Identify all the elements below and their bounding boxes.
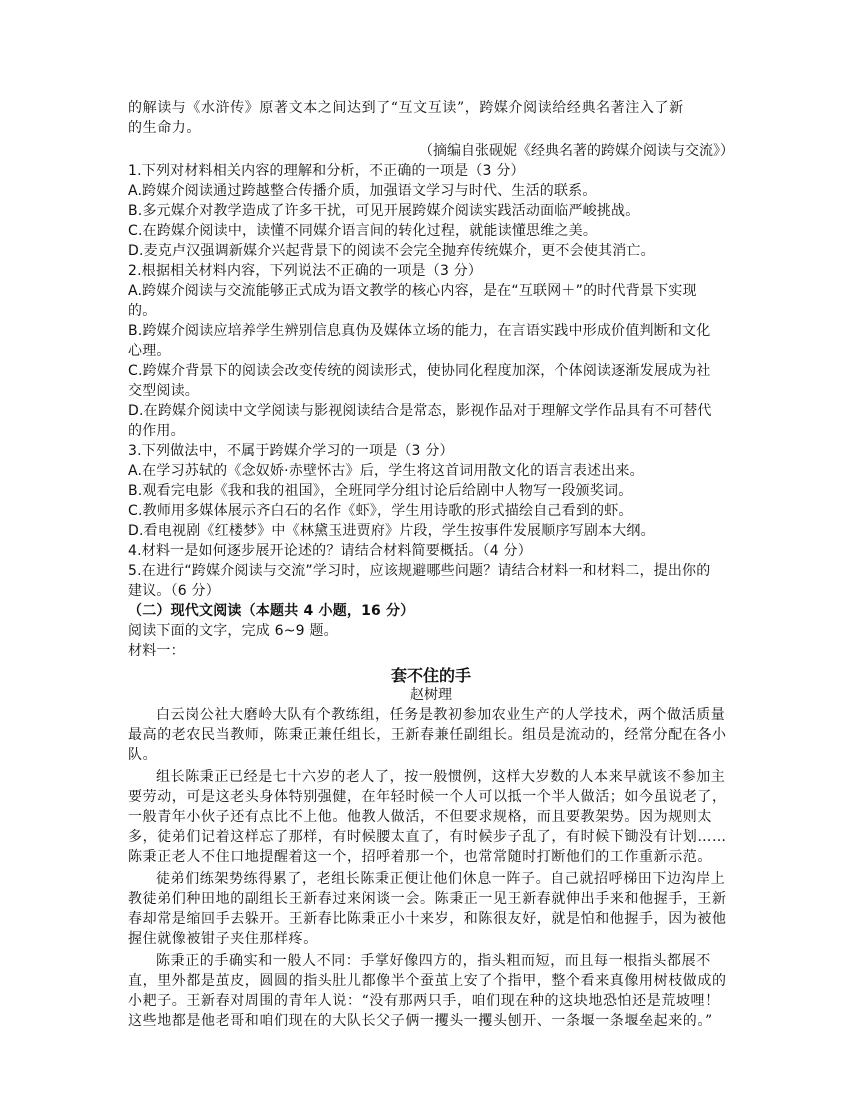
question-1-option-b: B.多元媒介对教学造成了许多干扰，可见开展跨媒介阅读实践活动面临严峻挑战。 [128, 203, 640, 219]
question-3-option-d: D.看电视剧《红楼梦》中《林黛玉进贾府》片段，学生按事件发展顺序写剧本大纲。 [128, 523, 655, 539]
question-2-option-c: C.跨媒介背景下的阅读会改变传统的阅读形式，使协同化程度加深，个体阅读逐渐发展成为社 [128, 363, 711, 379]
question-1-option-c: C.在跨媒介阅读中，读懂不同媒介语言间的转化过程，就能读懂思维之美。 [128, 223, 598, 239]
question-2-option-b: B.跨媒介阅读应培养学生辨别信息真伪及媒体立场的能力，在言语实践中形成价值判断和文化 [128, 323, 711, 339]
question-2-option-d-cont: 的作用。 [128, 423, 185, 439]
question-2-option-b-cont: 心理。 [128, 343, 171, 359]
section-instruction: 阅读下面的文字，完成 6~9 题。 [128, 623, 338, 639]
section-heading: （二）现代文阅读（本题共 4 小题，16 分） [128, 603, 415, 619]
paragraph-line: 要劳动，可是这老头身体特别强健，在年轻时候一个人可以抵一个半人做活；如今虽说老了， [128, 789, 727, 805]
paragraph-line: 徒弟们练架势练得累了，老组长陈秉正便让他们休息一阵子。自己就招呼梯田下边沟岸上 [156, 871, 726, 887]
paragraph-line: 春却常是缩回手去躲开。王新春比陈秉正小十来岁，和陈很友好，就是怕和他握手，因为被他 [128, 911, 727, 927]
paragraph-line: 一般青年小伙子还有点比不上他。他教人做活，不但要求规格，而且要教架势。因为规则太 [128, 809, 712, 825]
intro-line: 的生命力。 [128, 120, 201, 136]
question-4-stem: 4.材料一是如何逐步展开论述的？请结合材料简要概括。（4 分） [128, 543, 532, 559]
question-3-stem: 3.下列做法中，不属于跨媒介学习的一项是（3 分） [128, 443, 454, 459]
material-label: 材料一： [128, 643, 185, 659]
question-5-stem-cont: 建议。（6 分） [128, 583, 220, 599]
paragraph-line: 陈秉正老人不住口地提醒着这一个，招呼着那一个，也常常随时打断他们的工作重新示范。 [128, 849, 712, 865]
paragraph-line: 最高的老农民当教师，陈秉正兼任组长，王新春兼任副组长。组员是流动的，经常分配在各小 [128, 727, 727, 743]
question-3-option-a: A.在学习苏轼的《念奴娇·赤壁怀古》后，学生将这首词用散文化的语言表述出来。 [128, 463, 644, 479]
paragraph-line: 组长陈秉正已经是七十六岁的老人了，按一般惯例，这样大岁数的人本来早就该不参加主 [156, 769, 726, 785]
paragraph-line: 握住就像被钳子夹住那样疼。 [128, 931, 318, 947]
question-2-option-c-cont: 交型阅读。 [128, 383, 199, 399]
question-1-option-a: A.跨媒介阅读通过跨越整合传播介质，加强语文学习与时代、生活的联系。 [128, 183, 597, 199]
source-citation: （摘编自张砚妮《经典名著的跨媒介阅读与交流》） [419, 143, 734, 159]
paragraph-line: 这些地都是他老哥和咱们现在的大队长父子俩一攫头一攫头刨开、一条堰一条堰垒起来的。” [128, 1013, 713, 1029]
question-5-stem: 5.在进行“跨媒介阅读与交流”学习时，应该规避哪些问题？请结合材料一和材料二，提出你的 [128, 563, 711, 579]
paragraph-line: 教徒弟们种田地的副组长王新春过来闲谈一会。陈秉正一见王新春就伸出手来和他握手，王新 [128, 891, 727, 907]
question-2-stem: 2.根据相关材料内容，下列说法不正确的一项是（3 分） [128, 263, 483, 279]
question-2-option-a-cont: 的。 [128, 303, 157, 319]
story-title: 套不住的手 [390, 666, 471, 685]
question-3-option-b: B.观看完电影《我和我的祖国》，全班同学分组讨论后给剧中人物写一段颁奖词。 [128, 483, 633, 499]
paragraph-line: 小耙子。王新春对周围的青年人说：“没有那两只手，咱们现在种的这块地恐怕还是荒坡哩！ [128, 993, 720, 1009]
question-3-option-c: C.教师用多媒体展示齐白石的名作《虾》，学生用诗歌的形式描绘自己看到的虾。 [128, 503, 633, 519]
question-1-option-d: D.麦克卢汉强调新媒介兴起背景下的阅读不会完全抛弃传统媒介，更不会使其消亡。 [128, 243, 655, 259]
paragraph-line: 白云岗公社大磨岭大队有个教练组，任务是教初参加农业生产的人学技术，两个做活质量 [156, 707, 726, 723]
intro-line: 的解读与《水浒传》原著文本之间达到了“互文互读”，跨媒介阅读给经典名著注入了新 [128, 100, 684, 116]
question-2-option-a: A.跨媒介阅读与交流能够正式成为语文教学的核心内容，是在“互联网＋”的时代背景下实现 [128, 283, 697, 299]
question-2-option-d: D.在跨媒介阅读中文学阅读与影视阅读结合是常态，影视作品对于理解文学作品具有不可替代 [128, 403, 712, 419]
question-1-stem: 1.下列对材料相关内容的理解和分析，不正确的一项是（3 分） [128, 163, 525, 179]
paragraph-line: 多，徒弟们记着这样忘了那样，有时候腰太直了，有时候步子乱了，有时候下锄没有计划…… [128, 829, 727, 845]
paragraph-line: 队。 [128, 747, 158, 763]
paragraph-line: 直，里外都是茧皮，圆圆的指头肚儿都像半个蚕茧上安了个指甲，整个看来真像用树枝做成的 [128, 973, 727, 989]
story-author: 赵树理 [410, 687, 452, 703]
paragraph-line: 陈秉正的手确实和一般人不同：手掌好像四方的，指头粗而短，而且每一根指头都展不 [156, 953, 711, 969]
